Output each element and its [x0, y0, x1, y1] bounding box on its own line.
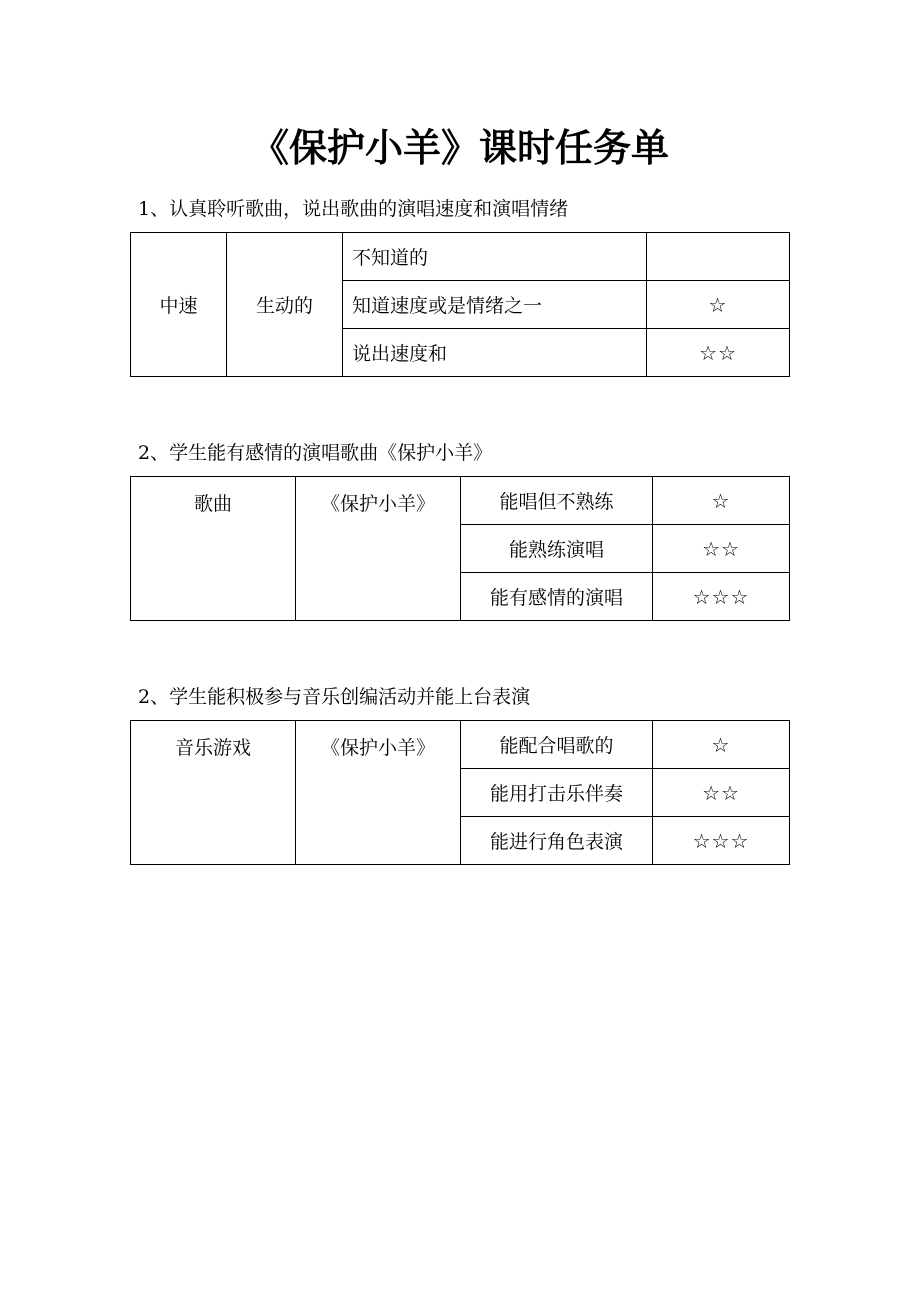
criterion-cell: 知道速度或是情绪之一: [343, 281, 647, 329]
speed-cell: 中速: [131, 233, 227, 377]
table-row: [131, 721, 790, 769]
section1-table: [130, 232, 790, 377]
section2-heading: 2、学生能有感情的演唱歌曲《保护小羊》: [138, 442, 493, 464]
criterion-cell: 能进行角色表演: [461, 817, 653, 865]
song-cell: 《保护小羊》: [296, 477, 461, 621]
section3-table: [130, 720, 790, 865]
section1-heading: 1、认真聆听歌曲，说出歌曲的演唱速度和演唱情绪: [138, 198, 569, 220]
stars-cell: ☆☆☆: [653, 573, 790, 621]
mood-cell: 生动的: [227, 233, 343, 377]
stars-cell: [647, 233, 790, 281]
page-title: 《保护小羊》课时任务单: [250, 126, 669, 170]
section2-table: [130, 476, 790, 621]
criterion-cell: 能配合唱歌的: [461, 721, 653, 769]
criterion-cell: 能有感情的演唱: [461, 573, 653, 621]
stars-cell: ☆☆: [653, 769, 790, 817]
section3-heading: 2、学生能积极参与音乐创编活动并能上台表演: [138, 686, 531, 708]
stars-cell: ☆☆: [647, 329, 790, 377]
activity-cell: 音乐游戏: [131, 721, 296, 865]
activity-cell: 歌曲: [131, 477, 296, 621]
criterion-cell: 能熟练演唱: [461, 525, 653, 573]
stars-cell: ☆: [647, 281, 790, 329]
table-row: [131, 477, 790, 525]
criterion-cell: 能用打击乐伴奏: [461, 769, 653, 817]
criterion-cell: 能唱但不熟练: [461, 477, 653, 525]
table-row: [131, 233, 790, 281]
stars-cell: ☆☆☆: [653, 817, 790, 865]
stars-cell: ☆: [653, 477, 790, 525]
stars-cell: ☆☆: [653, 525, 790, 573]
criterion-cell: 不知道的: [343, 233, 647, 281]
stars-cell: ☆: [653, 721, 790, 769]
song-cell: 《保护小羊》: [296, 721, 461, 865]
criterion-cell: 说出速度和: [343, 329, 647, 377]
